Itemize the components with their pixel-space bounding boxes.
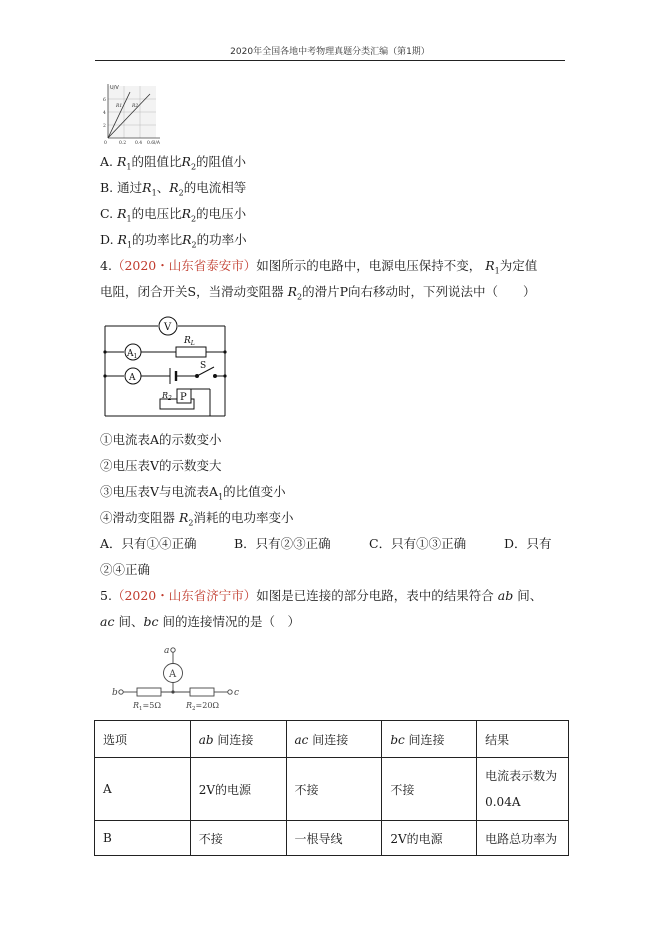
graph-curve-label-r2: R2 — [132, 104, 139, 109]
q4-option-c: C．只有①③正确 — [369, 536, 467, 551]
q4-circuit-diagram — [100, 312, 235, 422]
table-header-row — [95, 721, 569, 758]
graph-origin: 0 — [104, 141, 107, 146]
q3-option-c: C. $R_1$的电压比$R_2$的电压小 — [100, 206, 247, 224]
table-cell: 2V的电源 — [190, 758, 286, 821]
table-cell: 不接 — [286, 758, 382, 821]
slider-p-label: P — [180, 392, 187, 403]
resistor-r2-label: $R_2=20\Omega$ — [186, 701, 220, 712]
q3-option-b: B. 通过$R_1$、$R_2$的电流相等 — [100, 180, 247, 198]
ammeter-a1-label: $A_1$ — [127, 349, 138, 360]
table-header-cell: 选项 — [95, 721, 191, 758]
q4-stem-line1: 4.（2020・山东省泰安市）如图所示的电路中，电源电压保持不变， $R_1$为定值 — [100, 258, 538, 276]
table-header-cell: bc 间连接 — [382, 721, 477, 758]
q4-option-b: B．只有②③正确 — [234, 536, 331, 551]
q4-option-d: D．只有 — [504, 536, 552, 551]
q4-option-a: A．只有①④正确 — [100, 536, 197, 551]
graph-x-tick: 0.6 — [147, 141, 155, 146]
table-cell: 电流表示数为 0.04A — [477, 758, 569, 821]
q5-partial-circuit — [112, 642, 247, 712]
table-cell: 电路总功率为 — [477, 821, 569, 856]
rheostat-r2-label: $R_2$ — [162, 391, 172, 402]
q4-statement-1: ①电流表A的示数变小 — [100, 432, 222, 447]
ammeter-label: A — [169, 669, 177, 680]
table-header-cell: ab 间连接 — [190, 721, 286, 758]
u-i-graph — [100, 82, 162, 146]
table-cell: 2V的电源 — [382, 821, 477, 856]
table-header-cell: ac 间连接 — [286, 721, 382, 758]
graph-curve-label-r1: R1 — [116, 104, 123, 109]
ammeter-a-label: A — [129, 373, 136, 383]
q4-stem-line2: 电阻，闭合开关S，当滑动变阻器 $R_2$的滑片P向右移动时，下列说法中（ ） — [100, 284, 536, 302]
table-cell: A — [95, 758, 191, 821]
resistor-r1-label: $R_1=5\Omega$ — [133, 701, 161, 712]
q5-options-table — [94, 720, 569, 856]
q4-statement-4: ④滑动变阻器 $R_2$消耗的电功率变小 — [100, 510, 294, 528]
terminal-b-label: b — [112, 688, 118, 698]
table-row — [95, 821, 569, 856]
q5-stem-line1: 5.（2020・山东省济宁市）如图是已连接的部分电路，表中的结果符合 ab 间、 — [100, 588, 543, 603]
graph-x-tick: 0.4 — [135, 141, 143, 146]
terminal-a-label: a — [164, 646, 170, 656]
q4-statement-3: ③电压表V与电流表$A_1$的比值变小 — [100, 484, 286, 502]
graph-y-label: U/V — [110, 85, 119, 91]
switch-s-label: S — [200, 361, 207, 371]
q5-source: （2020・山东省济宁市） — [111, 588, 257, 603]
q4-option-d-continued: ②④正确 — [100, 562, 151, 577]
page-header: 2020年全国各地中考物理真题分类汇编（第1期） — [230, 47, 430, 57]
header-rule — [95, 60, 565, 61]
q4-statement-2: ②电压表V的示数变大 — [100, 458, 222, 473]
table-header-cell: 结果 — [477, 721, 569, 758]
q3-option-a: A. $R_1$的阻值比$R_2$的阻值小 — [100, 154, 247, 172]
terminal-c-label: c — [234, 688, 240, 698]
q3-option-d: D. $R_1$的功率比$R_2$的功率小 — [100, 232, 247, 250]
table-row — [95, 758, 569, 821]
graph-y-tick: 6 — [103, 98, 106, 103]
table-cell: B — [95, 821, 191, 856]
graph-x-tick: 0.2 — [119, 141, 127, 146]
resistor-rl-label: $R_L$ — [184, 336, 195, 347]
graph-y-tick: 2 — [103, 124, 106, 129]
q4-source: （2020・山东省泰安市） — [111, 258, 257, 273]
graph-x-label: I/A — [154, 141, 160, 146]
table-cell: 不接 — [382, 758, 477, 821]
voltmeter-label: V — [164, 322, 172, 333]
q5-stem-line2: ac 间、bc 间的连接情况的是（ ） — [100, 614, 300, 629]
table-cell: 一根导线 — [286, 821, 382, 856]
graph-y-tick: 4 — [103, 111, 106, 116]
table-cell: 不接 — [190, 821, 286, 856]
